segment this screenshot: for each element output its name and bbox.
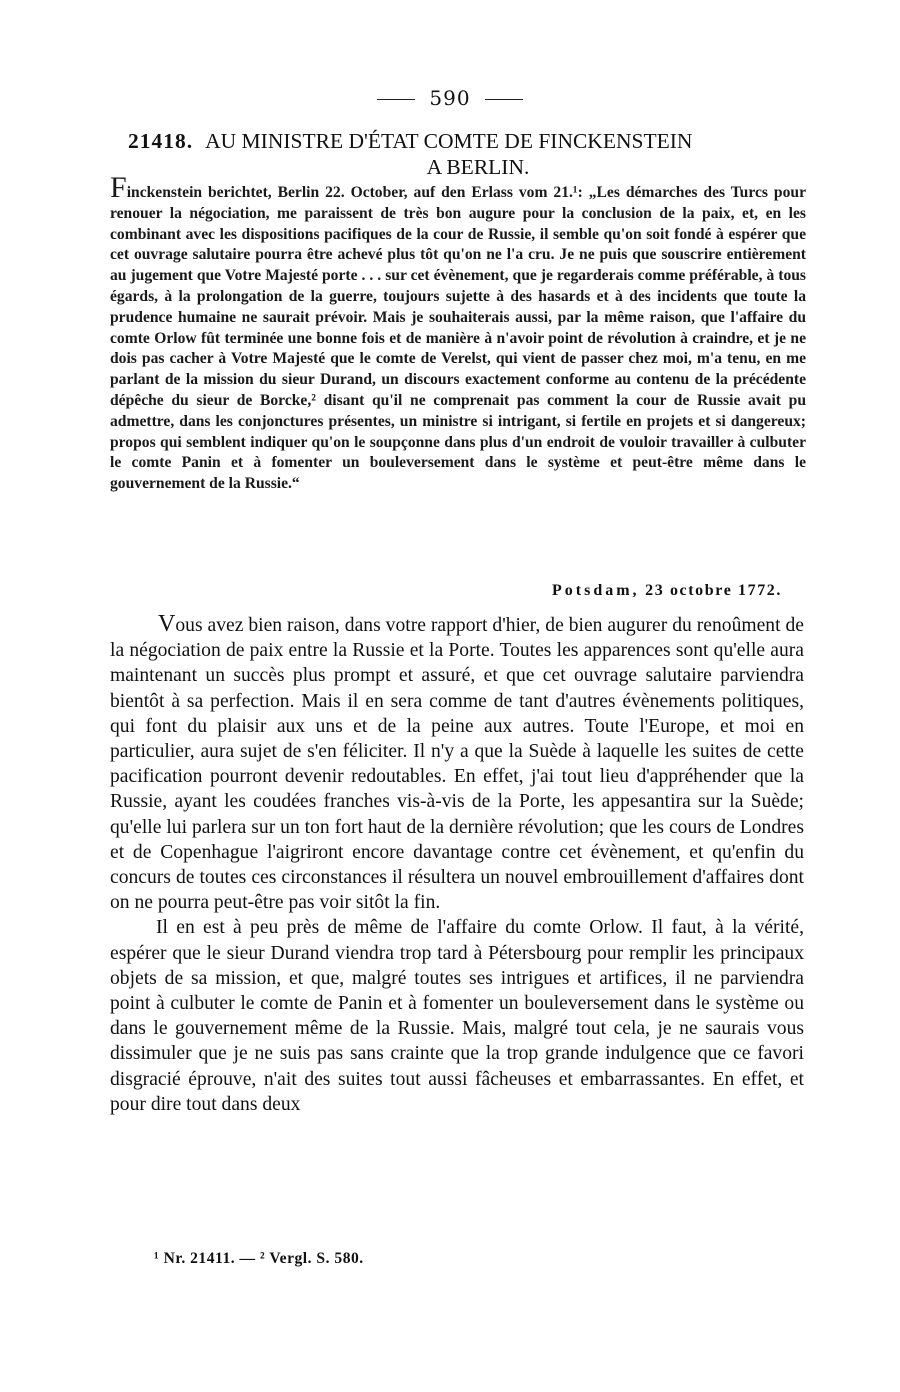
body-paragraph-1-text: ous avez bien raison, dans votre rapport d'hier, de bien augurer du renoûment de la négociation de paix entre la Russie et la Porte. Toutes les apparences sont qu'elle aura maintenant un succès plus prompt et assuré, et que cet ouvrage salutaire parviendra bientôt à sa perfection. Mais il en sera comme de tant d'autres évènements politiques, qui font du plaisir aux uns et de la peine aux autres. Toute l'Europe, et moi en particulier, aura sujet de s'en féliciter. Il n'y a que la Suède à laquelle les suites de cette pacification pourront devenir redoutables. En effet, j'ai tout lieu d'appréhender que la Russie, ayant les coudées franches vis-à-vis de la Porte, les appesantira sur la Suède; qu'elle lui parlera sur un ton fort haut de la dernière révolution; que les cours de Londres et de Copenhague l'aigriront encore davantage contre cet évènement, et qu'enfin du concurs de toutes ces circonstances il résultera un nouvel embrouillement d'affaires dont on ne pourra peut-être pas voir sitôt la fin. [110, 615, 804, 914]
heading-line-1: AU MINISTRE D'ÉTAT COMTE DE FINCKENSTEIN [205, 129, 693, 153]
document-number: 21418. [128, 129, 194, 153]
body-initial: V [158, 611, 176, 637]
page-number-rule-right [485, 99, 523, 100]
dateline-date: 23 octobre 1772. [645, 582, 782, 599]
page-number [0, 86, 900, 110]
summary-initial: F [110, 171, 127, 204]
letter-body [110, 612, 804, 1117]
document-heading [128, 128, 808, 180]
heading-line-2: A BERLIN. [426, 155, 530, 179]
dateline [552, 582, 782, 600]
summary-text: inckenstein berichtet, Berlin 22. October, auf den Erlass vom 21.¹: „Les démarches des Turcs pour renouer la négociation, me paraissent de très bon augure pour la conclusion de la paix, et, en les combinant avec les dispositions pacifiques de la cour de Russie, il semble qu'on soit fondé à espérer que cet ouvrage salutaire pourra être achevé plus tôt qu'on ne l'a cru. Je ne puis que souscrire entièrement au jugement que Votre Majesté porte . . . sur cet évènement, que je regarderais comme préférable, à tous égards, à la prolongation de la guerre, toujours sujette à des hasards et à des incidents que toute la prudence humaine ne saurait prévoir. Mais je souhaiterais aussi, par la même raison, que l'affaire du comte Orlow fût terminée une bonne fois et de manière à n'avoir point de révolution à craindre, et je ne dois pas cacher à Votre Majesté que le comte de Verelst, qui vient de passer chez moi, m'a tenu, en me parlant de la mission du sieur Durand, un discours exactement conforme au contenu de la précédente dépêche du sieur de Borcke,² disant qu'il ne comprenait pas comment la cour de Russie avait pu admettre, dans les conjonctures présentes, un ministre si intrigant, si fertile en projets et si dangereux; propos qui semblent indiquer qu'on le soupçonne dans plus d'un endroit de vouloir travailler à culbuter le comte Panin et à fomenter un bouleversement dans le système et peut-être même dans le gouvernement de la Russie.“ [110, 184, 806, 493]
body-paragraph-1 [110, 612, 804, 915]
page-number-text: 590 [429, 86, 471, 110]
page-number-rule-left [377, 99, 415, 100]
body-paragraph-2: Il en est à peu près de même de l'affaire du comte Orlow. Il faut, à la vérité, espérer que le sieur Durand viendra trop tard à Pétersbourg pour remplir les principaux objets de sa mission, et que, malgré toutes ses intrigues et artifices, il ne parviendra point à culbuter le comte de Panin et à fomenter un bouleversement dans le système ou dans le gouvernement même de la Russie. Mais, malgré tout cela, je ne saurais vous dissimuler que je ne suis pas sans crainte que la trop grande indulgence que ce favori disgracié éprouve, n'ait des suites tout aussi fâcheuses et embarrassantes. En effet, et pour dire tout dans deux [110, 917, 804, 1115]
summary-paragraph [110, 171, 806, 495]
dateline-place: Potsdam, [551, 582, 640, 599]
footnote: ¹ Nr. 21411. — ² Vergl. S. 580. [154, 1250, 364, 1267]
